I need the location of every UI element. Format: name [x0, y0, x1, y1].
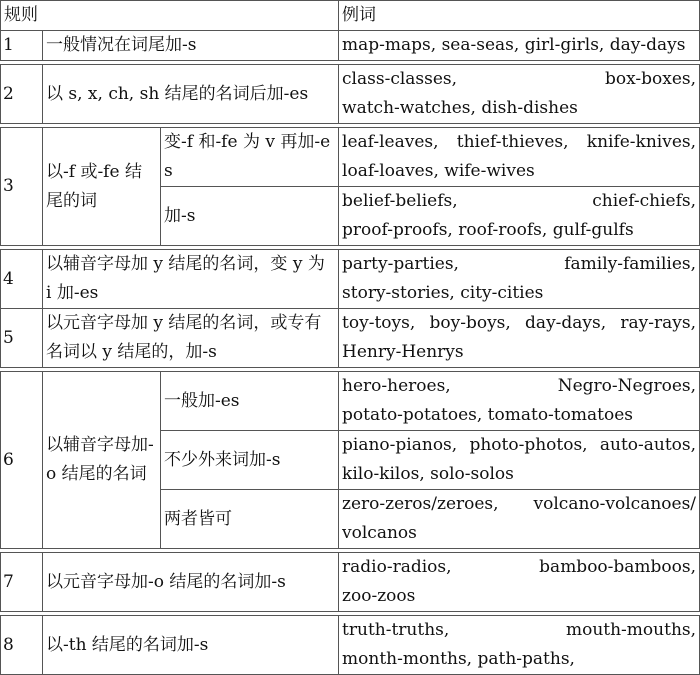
table-header-row [1, 1, 700, 31]
example-cell [339, 31, 700, 61]
sub-rule-cell: 一般加-es [161, 372, 339, 431]
row-number: 7 [1, 553, 43, 612]
table-row [1, 372, 700, 431]
header-rule: 规则 [1, 1, 339, 31]
table-row [1, 250, 700, 309]
table-row [1, 553, 700, 612]
example-line: proof-proofs, roof-roofs, gulf-gulfs [342, 220, 634, 240]
example-cell [339, 309, 700, 368]
example-line: story-stories, city-cities [342, 283, 544, 303]
example-line: watch-watches, dish-dishes [342, 98, 578, 118]
example-line: truth-truths, mouth-mouths, [342, 620, 697, 640]
table-row [1, 309, 700, 368]
example-line: class-classes, box-boxes, [342, 69, 697, 89]
rule-cell: 以-th 结尾的名词加-s [43, 616, 339, 675]
example-cell [339, 616, 700, 675]
sub-rule-cell: 两者皆可 [161, 490, 339, 549]
rule-cell: 以-f 或-fe 结尾的词 [43, 128, 161, 246]
table-row [1, 616, 700, 675]
row-number: 4 [1, 250, 43, 309]
sub-rule-cell: 不少外来词加-s [161, 431, 339, 490]
example-cell [339, 65, 700, 124]
rule-cell: 以辅音字母加 y 结尾的名词，变 y 为 i 加-es [43, 250, 339, 309]
row-number: 2 [1, 65, 43, 124]
rule-cell: 一般情况在词尾加-s [43, 31, 339, 61]
table-row [1, 128, 700, 187]
rule-cell: 以元音字母加-o 结尾的名词加-s [43, 553, 339, 612]
example-cell [339, 372, 700, 431]
sub-rule-cell: 加-s [161, 187, 339, 246]
example-cell [339, 431, 700, 490]
example-line: potato-potatoes, tomato-tomatoes [342, 405, 633, 425]
example-line: party-parties, family-families, [342, 254, 697, 274]
rule-cell: 以 s, x, ch, sh 结尾的名词后加-es [43, 65, 339, 124]
example-line: leaf-leaves, thief-thieves, knife-knives, [342, 132, 697, 152]
example-line: hero-heroes, Negro-Negroes, [342, 376, 697, 396]
example-line: Henry-Henrys [342, 342, 464, 362]
row-number: 6 [1, 372, 43, 549]
sub-rule-cell: 变-f 和-fe 为 v 再加-es [161, 128, 339, 187]
row-number: 5 [1, 309, 43, 368]
example-cell [339, 553, 700, 612]
example-line: piano-pianos, photo-photos, auto-autos, [342, 435, 697, 455]
example-line: loaf-loaves, wife-wives [342, 161, 535, 181]
example-cell [339, 128, 700, 187]
example-line: map-maps, sea-seas, girl-girls, day-days [342, 35, 686, 55]
example-line: zero-zeros/zeroes, volcano-volcanoes/ [342, 494, 697, 514]
example-line: toy-toys, boy-boys, day-days, ray-rays, [342, 313, 697, 333]
example-line: kilo-kilos, solo-solos [342, 464, 514, 484]
example-line: zoo-zoos [342, 586, 416, 606]
rule-cell: 以辅音字母加-o 结尾的名词 [43, 372, 161, 549]
rule-cell: 以元音字母加 y 结尾的名词，或专有名词以 y 结尾的，加-s [43, 309, 339, 368]
example-cell [339, 250, 700, 309]
header-example: 例词 [339, 1, 700, 31]
example-line: radio-radios, bamboo-bamboos, [342, 557, 697, 577]
table-row [1, 31, 700, 61]
example-line: volcanos [342, 523, 417, 543]
example-line: month-months, path-paths, [342, 649, 575, 669]
example-cell [339, 490, 700, 549]
example-line: belief-beliefs, chief-chiefs, [342, 191, 697, 211]
row-number: 8 [1, 616, 43, 675]
row-number: 3 [1, 128, 43, 246]
example-cell [339, 187, 700, 246]
row-number: 1 [1, 31, 43, 61]
table-row [1, 65, 700, 124]
